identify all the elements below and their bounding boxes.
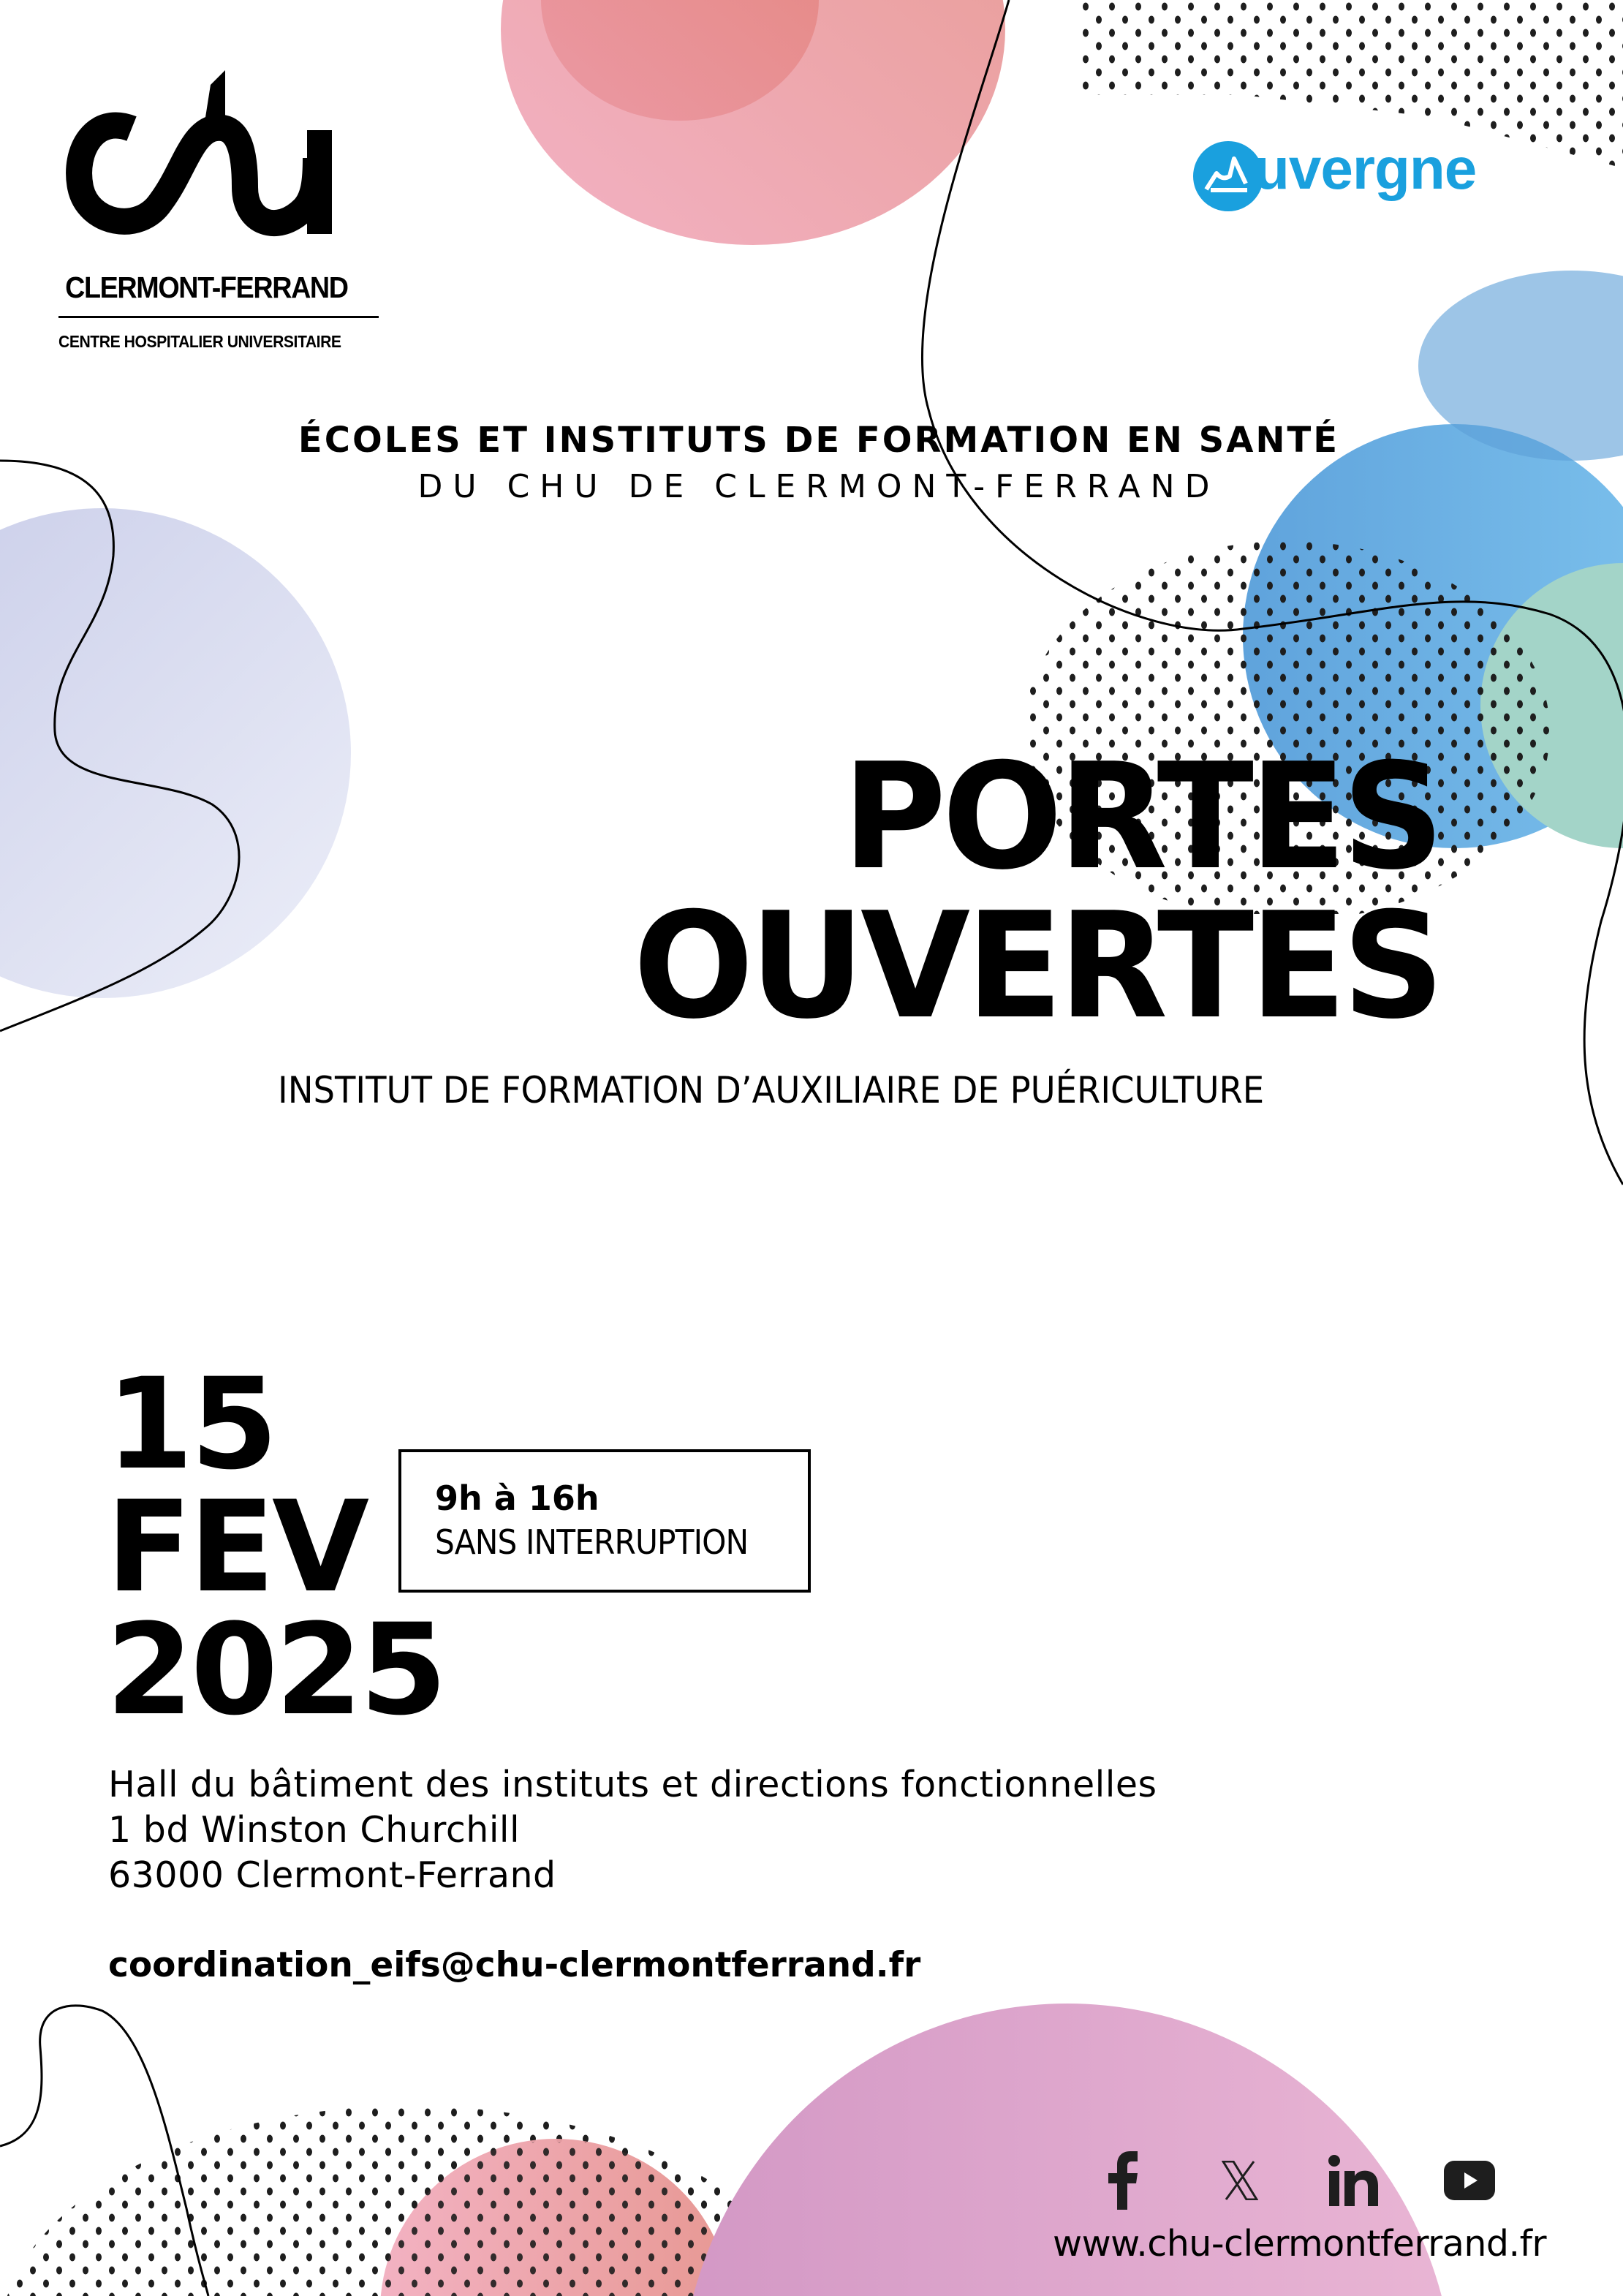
address-line2: 1 bd Winston Churchill	[108, 1809, 521, 1851]
date-year: 2025	[106, 1596, 444, 1743]
chu-city: CLERMONT-FERRAND	[65, 271, 348, 304]
divider	[58, 316, 379, 318]
linkedin-icon[interactable]	[1323, 2150, 1385, 2211]
mountain-icon	[1193, 141, 1263, 211]
institute-name: INSTITUT DE FORMATION D’AUXILIAIRE DE PUÉRICULTURE	[278, 1069, 1265, 1111]
contact-email-link[interactable]: coordination_eifs@chu-clermontferrand.fr	[108, 1945, 921, 1985]
event-title-line1: PORTES	[842, 732, 1440, 902]
hours-note: SANS INTERRUPTION	[435, 1522, 749, 1562]
chu-full-name: CENTRE HOSPITALIER UNIVERSITAIRE	[58, 332, 341, 351]
date-day: 15	[106, 1351, 276, 1498]
chu-logo-mark	[58, 70, 380, 238]
schools-subheading: DU CHU DE CLERMONT-FERRAND	[417, 468, 1220, 505]
facebook-icon[interactable]	[1092, 2150, 1154, 2211]
website-link[interactable]: www.chu-clermontferrand.fr	[1053, 2223, 1546, 2265]
auvergne-logo	[1193, 141, 1263, 215]
schools-heading: ÉCOLES ET INSTITUTS DE FORMATION EN SANTÉ	[298, 420, 1340, 461]
hours-box	[398, 1449, 811, 1593]
date-month: FEV	[106, 1473, 367, 1620]
x-icon[interactable]	[1209, 2150, 1271, 2211]
address-line3: 63000 Clermont-Ferrand	[108, 1854, 556, 1896]
event-title-line2: OUVERTES	[633, 881, 1440, 1051]
opening-hours: 9h à 16h	[435, 1479, 599, 1518]
auvergne-wordmark: uvergne	[1254, 136, 1477, 201]
chu-logo	[58, 70, 380, 238]
youtube-icon[interactable]	[1439, 2150, 1500, 2211]
address-line1: Hall du bâtiment des instituts et directions fonctionnelles	[108, 1764, 1157, 1805]
